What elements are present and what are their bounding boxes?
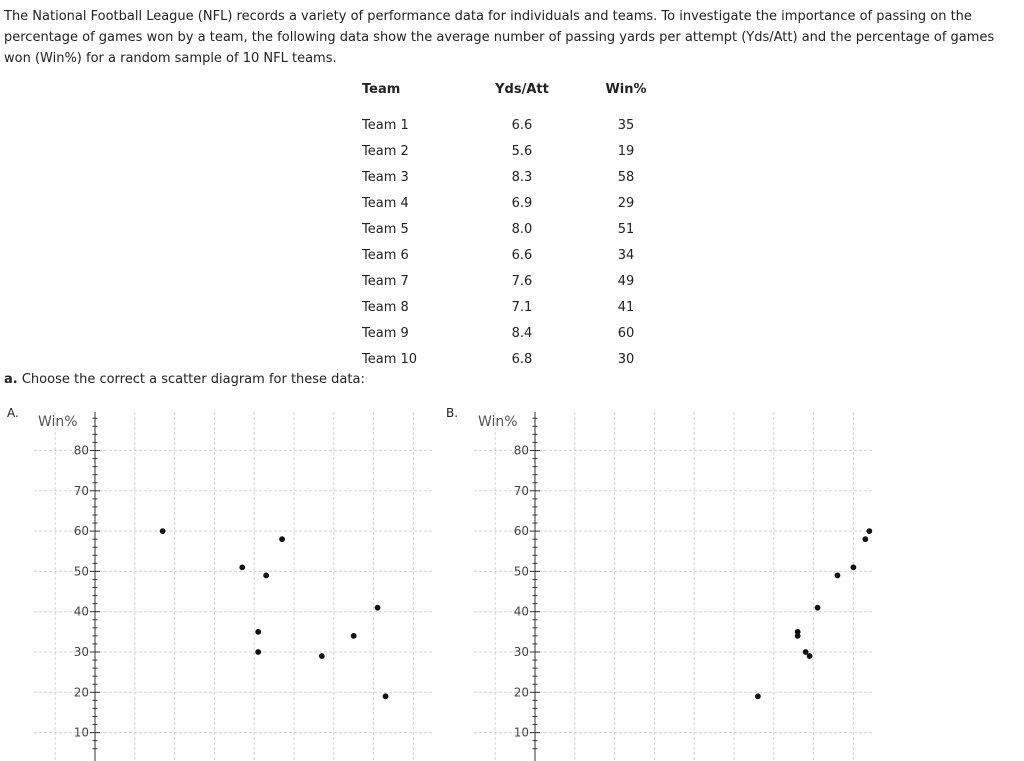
- data-point: [835, 573, 840, 578]
- table-row: [356, 242, 690, 268]
- table-row: [356, 164, 690, 190]
- data-point: [256, 649, 261, 654]
- cell-team: Team 7: [362, 273, 409, 289]
- y-tick-label: 50: [513, 564, 529, 579]
- cell-win-pct: 35: [617, 117, 635, 133]
- table-row: [356, 268, 690, 294]
- y-tick-label: 10: [513, 725, 529, 740]
- data-point: [795, 633, 800, 638]
- cell-win-pct: 58: [617, 169, 635, 185]
- header-win-pct: Win%: [605, 81, 647, 97]
- cell-team: Team 4: [362, 195, 409, 211]
- cell-yds-att: 6.8: [511, 351, 533, 367]
- scatter-plot-a[interactable]: [0, 408, 440, 761]
- data-point: [375, 605, 380, 610]
- table-row: [356, 346, 690, 372]
- y-axis-label: Win%: [478, 414, 518, 430]
- cell-team: Team 5: [362, 221, 409, 237]
- data-point: [279, 537, 284, 542]
- y-tick-label: 20: [513, 685, 529, 700]
- data-point: [351, 633, 356, 638]
- cell-team: Team 6: [362, 247, 409, 263]
- cell-win-pct: 60: [617, 325, 635, 341]
- y-tick-label: 20: [73, 685, 89, 700]
- data-point: [867, 529, 872, 534]
- table-row: [356, 138, 690, 164]
- cell-yds-att: 6.6: [511, 117, 533, 133]
- table-row: [356, 294, 690, 320]
- data-point: [264, 573, 269, 578]
- data-point: [807, 653, 812, 658]
- data-point: [851, 565, 856, 570]
- data-point: [256, 629, 261, 634]
- data-point: [755, 694, 760, 699]
- y-tick-label: 70: [513, 483, 529, 498]
- y-tick-label: 70: [73, 483, 89, 498]
- cell-team: Team 2: [362, 143, 409, 159]
- data-table: [356, 78, 690, 372]
- data-point: [383, 694, 388, 699]
- cell-yds-att: 8.0: [511, 221, 533, 237]
- y-tick-label: 10: [73, 725, 89, 740]
- data-point: [240, 565, 245, 570]
- cell-win-pct: 41: [617, 299, 635, 315]
- problem-intro: The National Football League (NFL) records a variety of performance data for individuals and teams. To investigate the importance of passing on the percentage of games won by a team, the following data show the average number of passing yards per attempt (Yds/Att) and the percentage of games won (Win%) for a random sample of 10 NFL teams.: [4, 9, 995, 66]
- cell-win-pct: 29: [617, 195, 635, 211]
- y-tick-label: 80: [513, 443, 529, 458]
- cell-yds-att: 8.4: [511, 325, 533, 341]
- cell-win-pct: 49: [617, 273, 635, 289]
- cell-team: Team 8: [362, 299, 409, 315]
- cell-yds-att: 7.1: [511, 299, 533, 315]
- question-label: a.: [4, 372, 18, 387]
- table-row: [356, 320, 690, 346]
- scatter-plot-b[interactable]: [440, 408, 880, 761]
- cell-team: Team 3: [362, 169, 409, 185]
- cell-win-pct: 30: [617, 351, 635, 367]
- y-axis-label: Win%: [38, 414, 78, 430]
- cell-yds-att: 6.9: [511, 195, 533, 211]
- y-tick-label: 40: [513, 604, 529, 619]
- data-point: [319, 653, 324, 658]
- cell-team: Team 1: [362, 117, 409, 133]
- y-tick-label: 50: [73, 564, 89, 579]
- cell-yds-att: 7.6: [511, 273, 533, 289]
- table-row: [356, 216, 690, 242]
- cell-yds-att: 5.6: [511, 143, 533, 159]
- y-tick-label: 30: [73, 645, 89, 659]
- header-yds-att: Yds/Att: [495, 81, 549, 97]
- cell-team: Team 9: [362, 325, 409, 341]
- cell-yds-att: 6.6: [511, 247, 533, 263]
- data-point: [160, 529, 165, 534]
- data-point: [803, 649, 808, 654]
- cell-win-pct: 19: [617, 143, 635, 159]
- table-header-row: [356, 78, 690, 100]
- y-tick-label: 30: [513, 645, 529, 659]
- header-team: Team: [362, 81, 401, 97]
- data-point: [863, 537, 868, 542]
- y-tick-label: 60: [513, 524, 529, 539]
- table-row: [356, 190, 690, 216]
- question-prompt: [4, 372, 365, 387]
- y-tick-label: 60: [73, 524, 89, 539]
- y-tick-label: 80: [73, 443, 89, 458]
- table-row: [356, 112, 690, 138]
- cell-yds-att: 8.3: [511, 169, 533, 185]
- y-tick-label: 40: [73, 604, 89, 619]
- data-point: [815, 605, 820, 610]
- option-a-label[interactable]: A.: [7, 406, 19, 420]
- cell-win-pct: 34: [617, 247, 635, 263]
- question-text: Choose the correct a scatter diagram for these data:: [17, 372, 365, 387]
- option-b-label[interactable]: B.: [446, 406, 459, 420]
- cell-team: Team 10: [362, 351, 418, 367]
- cell-win-pct: 51: [617, 221, 635, 237]
